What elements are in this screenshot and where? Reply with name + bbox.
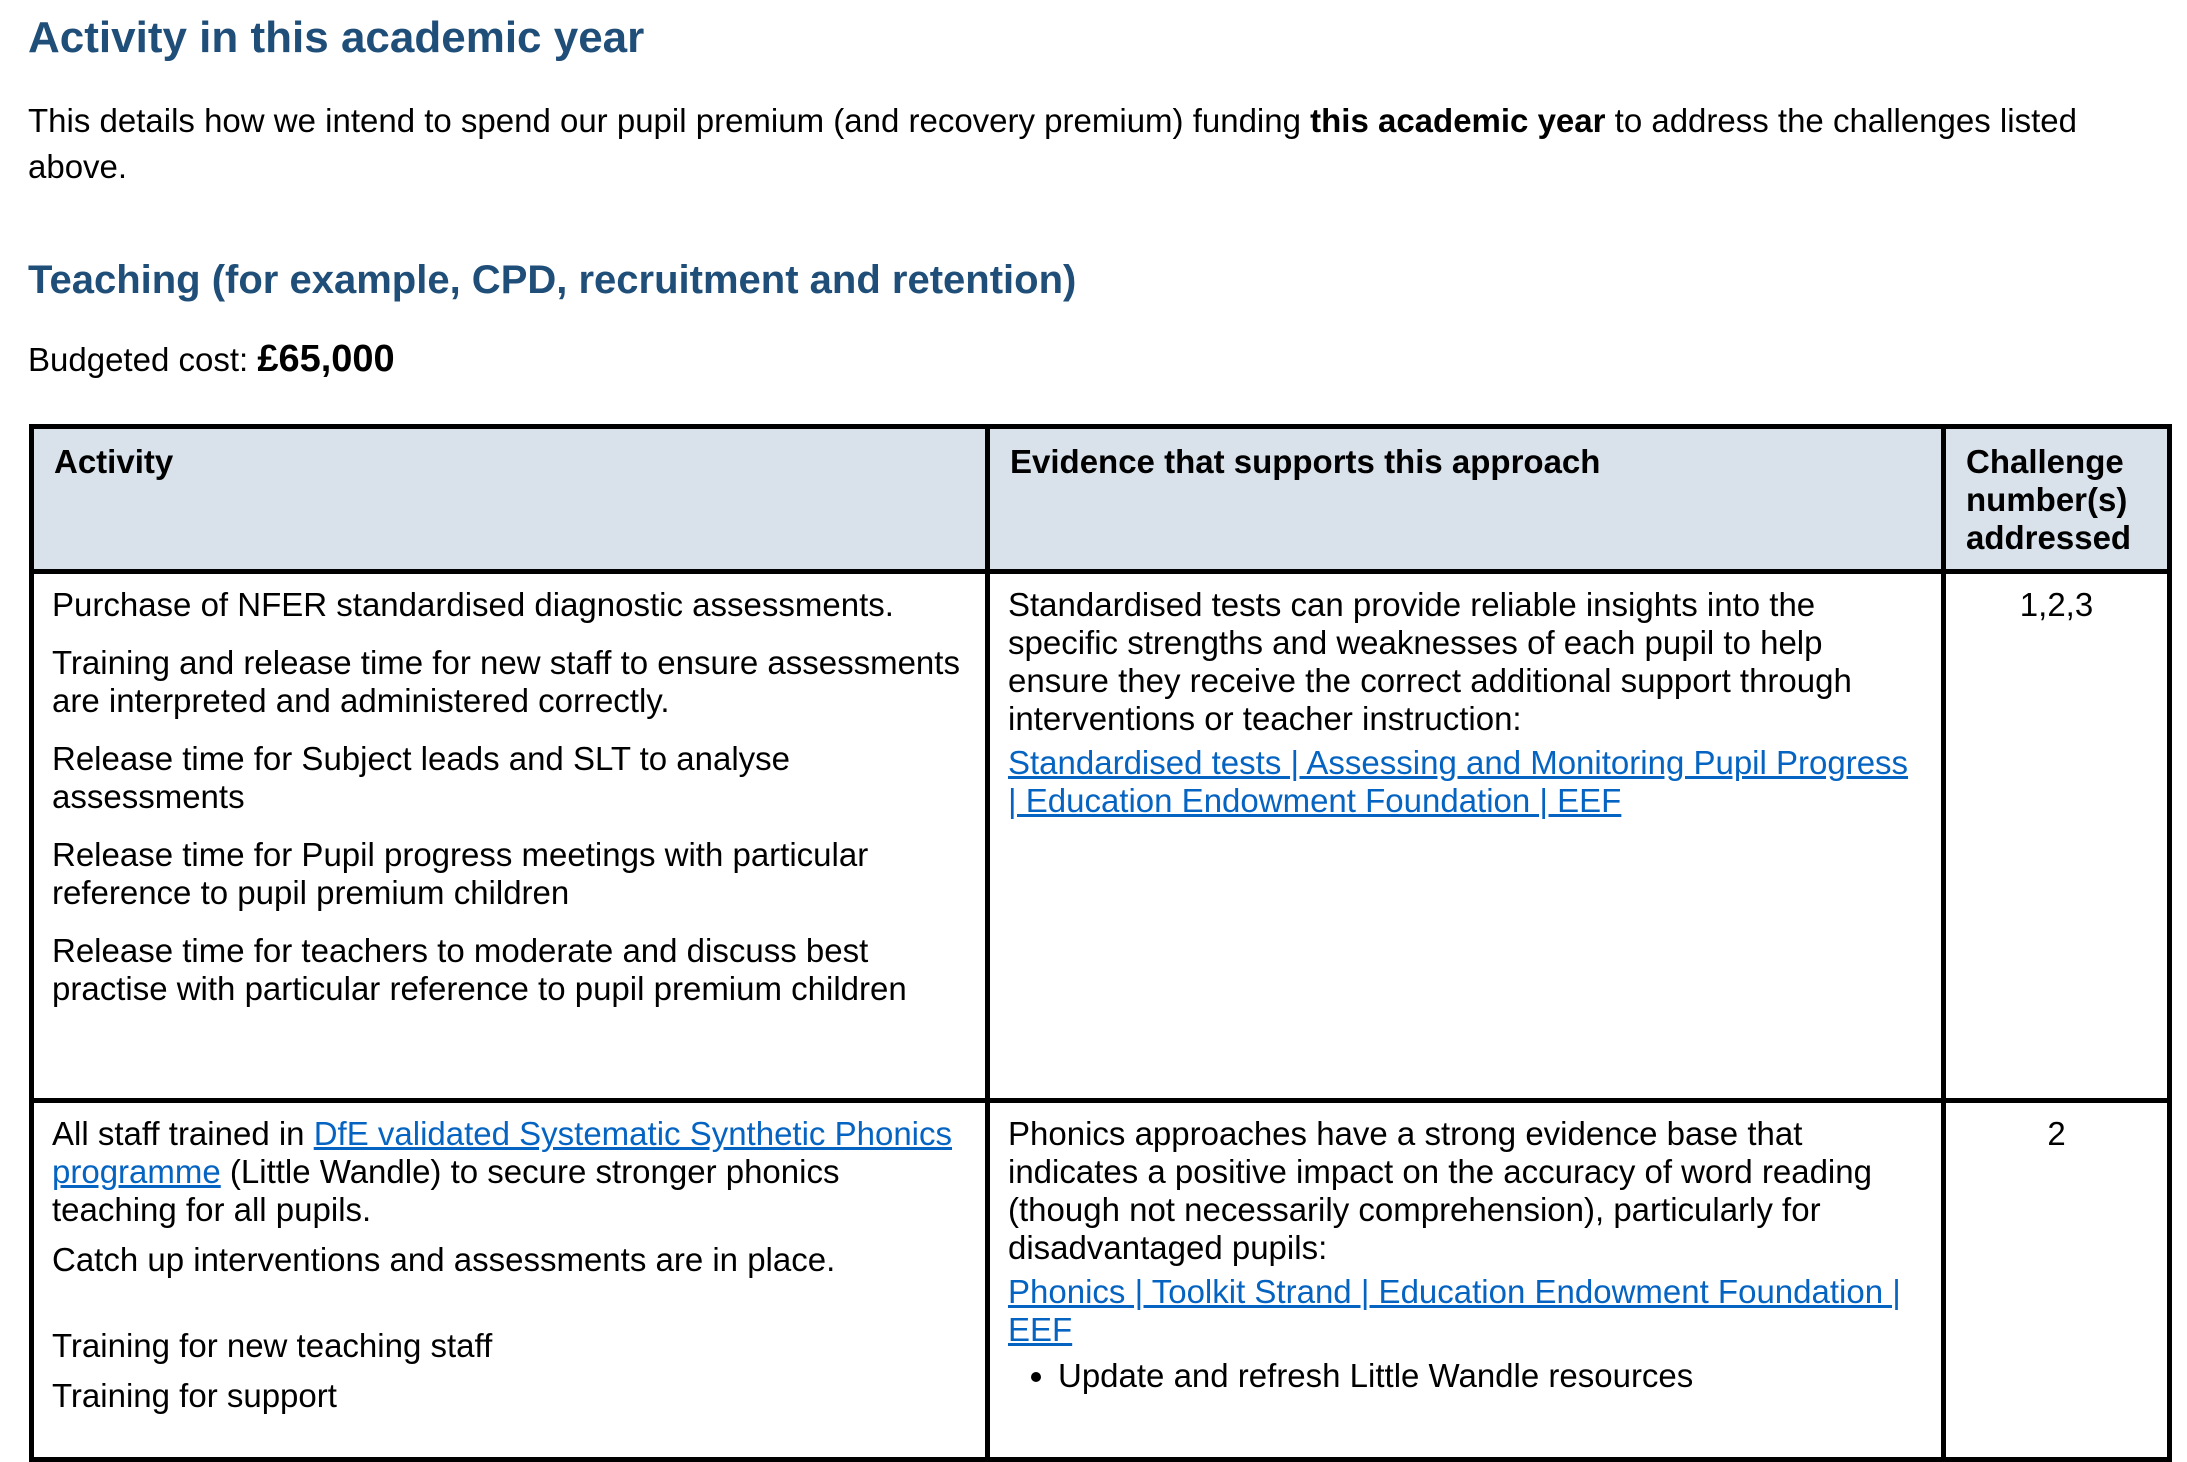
- challenge-cell: 1,2,3: [1944, 572, 2170, 1101]
- evidence-link[interactable]: Phonics | Toolkit Strand | Education Endowment Foundation | EEF: [1008, 1273, 1901, 1348]
- intro-text-start: This details how we intend to spend our pupil premium (and recovery premium) funding: [28, 102, 1311, 139]
- spacer: [52, 1299, 967, 1327]
- phonics-programme-link[interactable]: DfE validated Systematic Synthetic Phonics programme: [52, 1115, 952, 1190]
- activity-item: Purchase of NFER standardised diagnostic assessments.: [52, 586, 894, 623]
- challenge-cell: 2: [1944, 1101, 2170, 1460]
- page-title: Activity in this academic year: [28, 13, 645, 62]
- table-row: [32, 1101, 2170, 1460]
- budget-line: [28, 336, 395, 383]
- activity-item: Training for new teaching staff: [52, 1327, 493, 1364]
- activity-item: Release time for Pupil progress meetings with particular reference to pupil premium children: [52, 836, 869, 911]
- activity-suffix: (Little Wandle) to secure stronger phonics teaching for all pupils.: [52, 1153, 840, 1228]
- intro-bold-text: this academic year: [1310, 102, 1606, 139]
- activity-item: Catch up interventions and assessments are in place.: [52, 1241, 836, 1278]
- activity-table: [29, 424, 2172, 1462]
- budget-amount: £65,000: [257, 338, 395, 380]
- evidence-text: Standardised tests can provide reliable insights into the specific strengths and weaknesses of each pupil to help ensure they receive the correct additional support through interventions or teacher instruction:: [1008, 586, 1852, 737]
- budget-label: Budgeted cost:: [28, 341, 258, 378]
- evidence-cell: [988, 1101, 1944, 1460]
- intro-paragraph: [28, 98, 2138, 190]
- activity-item: Release time for teachers to moderate and discuss best practise with particular reference to pupil premium children: [52, 932, 907, 1007]
- header-challenge: Challenge number(s) addressed: [1944, 427, 2170, 572]
- table-row: [32, 572, 2170, 1101]
- header-evidence: Evidence that supports this approach: [988, 427, 1944, 572]
- evidence-cell: [988, 572, 1944, 1101]
- activity-item: [52, 1115, 967, 1229]
- evidence-text: Phonics approaches have a strong evidence base that indicates a positive impact on the accuracy of word reading (though not necessarily comprehension), particularly for disadvantaged pupils:: [1008, 1115, 1872, 1266]
- activity-cell: [32, 1101, 988, 1460]
- header-activity: Activity: [32, 427, 988, 572]
- activity-item: Training and release time for new staff to ensure assessments are interpreted and administered correctly.: [52, 644, 960, 719]
- activity-cell: [32, 572, 988, 1101]
- evidence-link[interactable]: Standardised tests | Assessing and Monitoring Pupil Progress | Education Endowment Foundation | EEF: [1008, 744, 1909, 819]
- section-heading: Teaching (for example, CPD, recruitment and retention): [28, 258, 1077, 302]
- bullet-list: [1008, 1357, 1923, 1395]
- activity-item: Training for support: [52, 1377, 337, 1414]
- bullet-item: • Update and refresh Little Wandle resources: [1058, 1357, 1923, 1395]
- activity-prefix: All staff trained in: [52, 1115, 314, 1152]
- intro-text-end: to address the challenges listed above.: [28, 102, 2077, 185]
- table-header-row: [32, 427, 2170, 572]
- activity-item: Release time for Subject leads and SLT to analyse assessments: [52, 740, 791, 815]
